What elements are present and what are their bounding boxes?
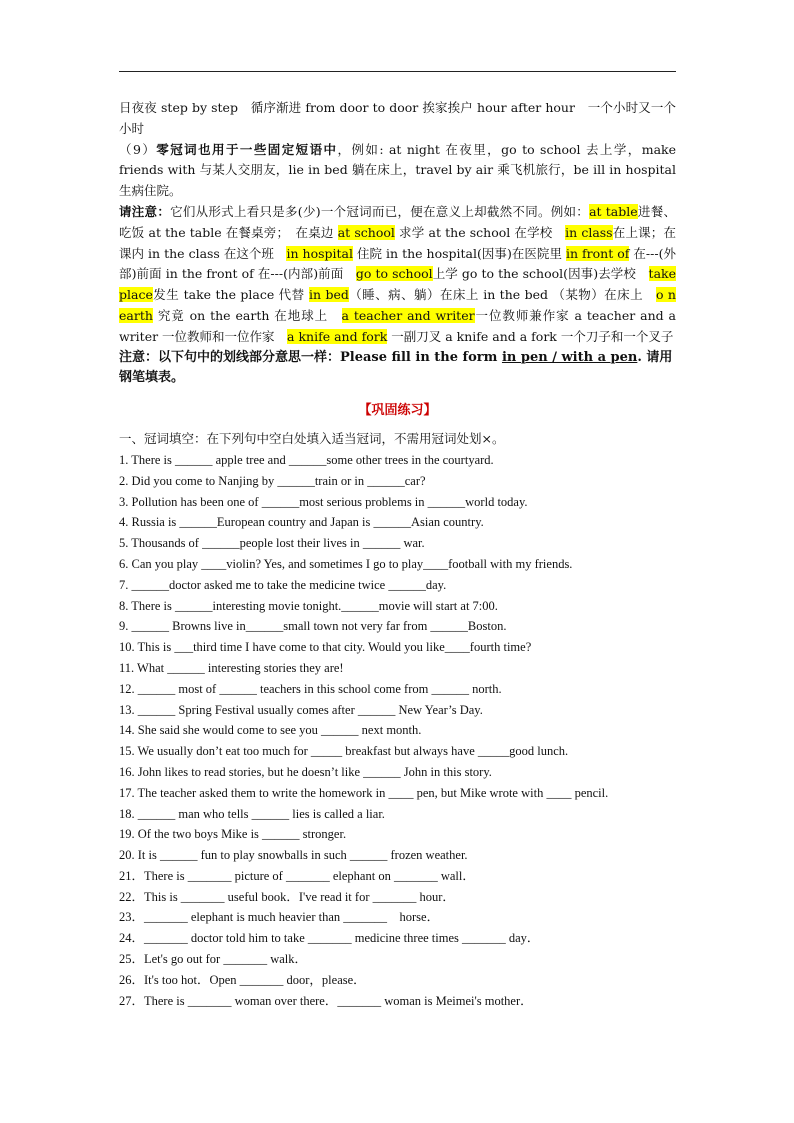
attention-text: 求学 at the school 在学校 [394,224,566,240]
header-rule [119,71,676,72]
attention-text: 发生 take the place 代替 [152,287,309,303]
rule-9-number: （9） [119,141,157,157]
attention-text: 它们从形式上看只是多(少)一个冠词而已，便在意义上却截然不同。例如： [170,203,590,219]
question-item: 5. Thousands of ______people lost their lives in ______ war. [119,536,425,551]
attention-text: 一位教师兼作家 a teacher and a writer 一位教师和一位作家 [119,307,676,344]
note-text: 注意：以下句中的划线部分意思一样：Please fill in the form [119,349,502,365]
question-item: 23．_______ elephant is much heavier than _______ horse． [119,910,440,925]
question-item: 4. Russia is ______European country and Japan is ______Asian country. [119,515,484,530]
question-item: 19. Of the two boys Mike is ______ stronger. [119,827,347,842]
section-title: 【巩固练习】 [358,403,437,419]
question-list [119,450,676,1012]
attention-text: 在上课；在课内 in the class 在这个班 [119,224,676,261]
highlight-phrase: in front of [565,245,630,261]
highlight-phrase: in bed [308,287,349,303]
question-item: 2. Did you come to Nanjing by ______train or in ______car? [119,473,426,488]
question-item: 22．This is _______ useful book．I've read it for _______ hour． [119,889,455,904]
highlight-phrase: o n earth [119,287,676,323]
question-item: 27．There is _______ woman over there．_______ woman is Meimei's mother． [119,993,533,1008]
attention-paragraph [119,202,676,348]
highlight-phrase: in hospital [286,245,353,261]
question-item: 6. Can you play ____violin? Yes, and sometimes I go to play____football with my friends. [119,556,573,571]
attention-text: 在---(外部)前面 in the front of 在---(内部)前面 [119,245,676,282]
highlight-phrase: a knife and fork [287,328,388,344]
highlight-phrase: at school [337,224,395,240]
question-item: 15. We usually don’t eat too much for _____ breakfast but always have _____good lunch. [119,744,569,759]
attention-text: 究竟 on the earth 在地球上 [152,307,342,323]
attention-text: 一副刀叉 a knife and a fork 一个刀子和一个叉子 [387,328,674,344]
question-item: 18. ______ man who tells ______ lies is called a liar. [119,806,385,821]
intro-line: 日夜夜 step by step 循序渐进 from door to door 挨家挨户 hour after hour 一个小时又一个小时 [119,100,676,136]
question-item: 8. There is ______interesting movie tonight.______movie will start at 7:00. [119,598,498,613]
question-item: 11. What ______ interesting stories they are! [119,660,344,675]
question-item: 3. Pollution has been one of ______most serious problems in ______world today. [119,494,528,509]
rule-9-paragraph [119,140,676,202]
highlight-phrase: go to school [355,266,433,282]
highlight-phrase: a teacher and writer [341,307,475,323]
rule-9-text: ，例如: at night 在夜里，go to school 去上学，make friends with 与某人交朋友，lie in bed 躺在床上，travel by air 乘飞机旅行，be ill in hospital 生病住院。 [119,141,676,199]
attention-text: 上学 go to the school(因事)去学校 [432,266,649,282]
question-item: 9. ______ Browns live in______small town not very far from ______Boston. [119,619,507,634]
content [119,98,676,1011]
attention-label: 请注意： [119,203,171,219]
question-item: 12. ______ most of ______ teachers in this school come from ______ north. [119,681,502,696]
attention-text: （睡、病、躺）在床上 in the bed （某物）在床上 [348,287,656,303]
note-paragraph [119,348,676,390]
question-item: 26．It's too hot．Open _______ door，please． [119,972,366,987]
question-item: 16. John likes to read stories, but he doesn’t like ______ John in this story. [119,764,492,779]
question-item: 14. She said she would come to see you ______ next month. [119,723,422,738]
question-item: 21．There is _______ picture of _______ elephant on _______ wall． [119,868,475,883]
highlight-phrase: take place [119,266,676,303]
question-item: 17. The teacher asked them to write the homework in ____ pen, but Mike wrote with ____ pencil. [119,785,609,800]
exercise-instruction: 一、冠词填空：在下列句中空白处填入适当冠词，不需用冠词处划×。 [119,431,505,447]
question-item: 7. ______doctor asked me to take the medicine twice ______day. [119,577,447,592]
highlight-phrase: at table [589,203,638,219]
question-item: 25．Let's go out for _______ walk． [119,952,307,967]
question-item: 24．_______ doctor told him to take _______ medicine three times _______ day． [119,931,540,946]
question-item: 10. This is ___third time I have come to that city. Would you like____fourth time? [119,640,532,655]
attention-text: 进餐、吃饭 at the table 在餐桌旁； 在桌边 [119,203,676,240]
rule-9-heading: 零冠词也用于一些固定短语中 [156,141,338,157]
highlight-phrase: in class [565,224,613,240]
question-item: 13. ______ Spring Festival usually comes after ______ New Year’s Day. [119,702,483,717]
attention-text: 住院 in the hospital(因事)在医院里 [352,245,566,261]
question-item: 1. There is ______ apple tree and ______some other trees in the courtyard. [119,452,494,467]
note-underlined-phrase: in pen / with a pen [501,349,638,365]
question-item: 20. It is ______ fun to play snowballs in such ______ frozen weather. [119,848,468,863]
note-text: . 请用钢笔填表。 [119,349,673,386]
